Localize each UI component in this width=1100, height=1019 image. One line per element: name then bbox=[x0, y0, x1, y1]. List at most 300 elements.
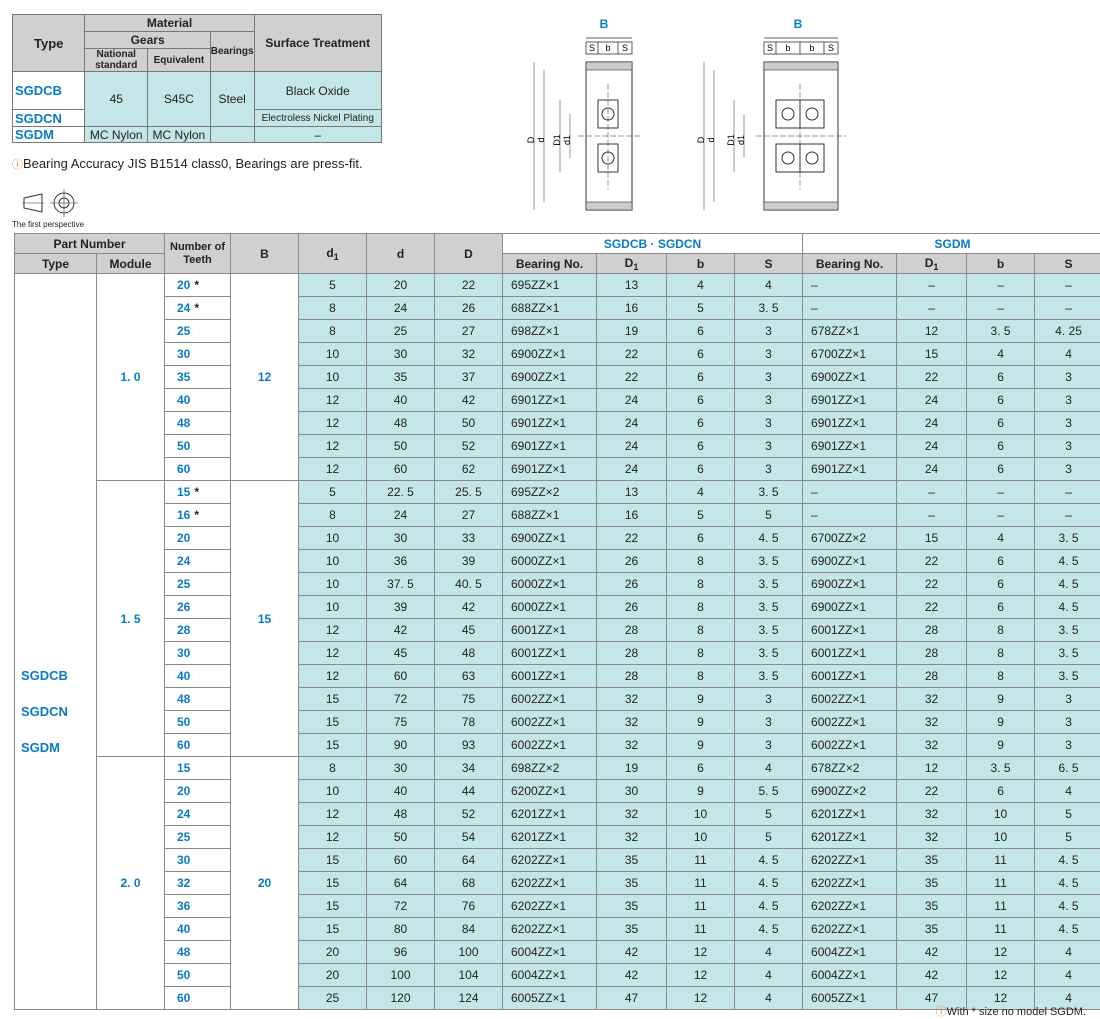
cell-S-1: 3. 5 bbox=[735, 665, 803, 688]
cell-S-1: 4 bbox=[735, 274, 803, 297]
cell-b-1: 8 bbox=[667, 573, 735, 596]
cell-S-2: 3. 5 bbox=[1035, 642, 1100, 665]
table-row bbox=[15, 412, 1100, 435]
no-sgdm-marker: * bbox=[194, 485, 200, 499]
cell-bearing-no-1: 6901ZZ×1 bbox=[503, 389, 597, 412]
cell-d1: 10 bbox=[299, 596, 367, 619]
header-D1-1: $D_1$ bbox=[597, 254, 667, 274]
cell-d1: 15 bbox=[299, 918, 367, 941]
table-row bbox=[15, 941, 1100, 964]
teeth-cell bbox=[165, 826, 231, 849]
cell-S-2: 3 bbox=[1035, 734, 1100, 757]
cell-bearing-no-2: 6700ZZ×2 bbox=[803, 527, 897, 550]
dim-d1: d1 bbox=[562, 134, 572, 146]
cell-D1-2: 28 bbox=[897, 619, 967, 642]
header-group-sgdm: SGDM bbox=[803, 234, 1100, 254]
cell-S-1: 3 bbox=[735, 711, 803, 734]
cell-D1-1: 16 bbox=[597, 504, 667, 527]
cell-D: 40. 5 bbox=[435, 573, 503, 596]
cell-d: 100 bbox=[367, 964, 435, 987]
cell-d1: 10 bbox=[299, 343, 367, 366]
cell-d: 72 bbox=[367, 688, 435, 711]
teeth-value: 48 bbox=[177, 945, 191, 959]
teeth-cell bbox=[165, 297, 231, 320]
teeth-cell bbox=[165, 343, 231, 366]
cell-b-2: – bbox=[967, 274, 1035, 297]
teeth-cell bbox=[165, 550, 231, 573]
cell-bearing-no-1: 695ZZ×1 bbox=[503, 274, 597, 297]
cell-D: 100 bbox=[435, 941, 503, 964]
cell-D1-1: 22 bbox=[597, 343, 667, 366]
header-S-2: S bbox=[1035, 254, 1100, 274]
teeth-value: 35 bbox=[177, 370, 191, 384]
cell-bearing-no-2: 6002ZZ×1 bbox=[803, 711, 897, 734]
cell-b-2: 8 bbox=[967, 665, 1035, 688]
cell-bearing-no-1: 6900ZZ×1 bbox=[503, 527, 597, 550]
cell-bearing-no-2: 6900ZZ×2 bbox=[803, 780, 897, 803]
header-B: B bbox=[231, 234, 299, 274]
cell-d: 39 bbox=[367, 596, 435, 619]
cell-b-1: 11 bbox=[667, 918, 735, 941]
table-row bbox=[15, 573, 1100, 596]
cell-d: 72 bbox=[367, 895, 435, 918]
dim-b: b bbox=[605, 43, 611, 53]
cell-D1-1: 26 bbox=[597, 550, 667, 573]
cell-b-2: 6 bbox=[967, 550, 1035, 573]
cell-S-1: 3. 5 bbox=[735, 596, 803, 619]
teeth-value: 40 bbox=[177, 669, 191, 683]
cell-D1-2: 42 bbox=[897, 941, 967, 964]
cell-D1-1: 47 bbox=[597, 987, 667, 1010]
header-d1: $d_1$ bbox=[299, 234, 367, 274]
cell-d: 60 bbox=[367, 665, 435, 688]
cell-bearing-no-2: 6901ZZ×1 bbox=[803, 389, 897, 412]
table-row bbox=[15, 642, 1100, 665]
cell-d1: 12 bbox=[299, 389, 367, 412]
material-col-gears: Gears bbox=[85, 32, 210, 49]
cell-D1-2: 32 bbox=[897, 734, 967, 757]
cell-bearing-no-1: 6202ZZ×1 bbox=[503, 895, 597, 918]
cell-b-1: 12 bbox=[667, 964, 735, 987]
cell-D1-1: 16 bbox=[597, 297, 667, 320]
header-b-2: b bbox=[967, 254, 1035, 274]
cell-b-2: 12 bbox=[967, 941, 1035, 964]
cell-S-1: 3 bbox=[735, 435, 803, 458]
cell-D1-2: 35 bbox=[897, 918, 967, 941]
cell-b-2: 8 bbox=[967, 642, 1035, 665]
cell-d1: 10 bbox=[299, 550, 367, 573]
teeth-cell bbox=[165, 780, 231, 803]
teeth-value: 48 bbox=[177, 692, 191, 706]
cell-b-1: 6 bbox=[667, 435, 735, 458]
cell-D1-1: 19 bbox=[597, 320, 667, 343]
cell-bearing-no-1: 6200ZZ×1 bbox=[503, 780, 597, 803]
cell-d: 42 bbox=[367, 619, 435, 642]
dim-d: d bbox=[536, 137, 546, 143]
header-module: Module bbox=[97, 254, 165, 274]
cell-S-2: 4 bbox=[1035, 987, 1100, 1010]
cell-d: 64 bbox=[367, 872, 435, 895]
cell-S-2: 4. 5 bbox=[1035, 596, 1100, 619]
cell-b-1: 9 bbox=[667, 780, 735, 803]
cell-bearing-no-1: 6000ZZ×1 bbox=[503, 573, 597, 596]
teeth-cell bbox=[165, 803, 231, 826]
table-row bbox=[15, 757, 1100, 780]
cell-D1-1: 35 bbox=[597, 872, 667, 895]
cell-D1-1: 30 bbox=[597, 780, 667, 803]
cell-b-2: 8 bbox=[967, 619, 1035, 642]
teeth-cell bbox=[165, 527, 231, 550]
cell-D1-1: 26 bbox=[597, 596, 667, 619]
cell-S-1: 3. 5 bbox=[735, 297, 803, 320]
teeth-value: 24 bbox=[177, 807, 191, 821]
dim-s-left: S bbox=[588, 43, 596, 53]
cell-d1: 12 bbox=[299, 826, 367, 849]
cell-S-1: 4 bbox=[735, 941, 803, 964]
material-equivalent-steel: S45C bbox=[148, 72, 211, 127]
table-row bbox=[15, 320, 1100, 343]
teeth-cell bbox=[165, 366, 231, 389]
teeth-value: 28 bbox=[177, 623, 191, 637]
material-national-nylon: MC Nylon bbox=[85, 127, 148, 143]
teeth-value: 24 bbox=[177, 554, 191, 568]
cell-D: 78 bbox=[435, 711, 503, 734]
header-type: Type bbox=[15, 254, 97, 274]
cell-b-1: 8 bbox=[667, 642, 735, 665]
cell-b-2: 6 bbox=[967, 780, 1035, 803]
cell-S-2: 3 bbox=[1035, 458, 1100, 481]
teeth-cell bbox=[165, 964, 231, 987]
cell-b-1: 10 bbox=[667, 826, 735, 849]
cell-b-1: 6 bbox=[667, 458, 735, 481]
material-type-sgdcb: SGDCB bbox=[13, 72, 85, 110]
cell-S-1: 3 bbox=[735, 734, 803, 757]
cell-bearing-no-2: 6201ZZ×1 bbox=[803, 826, 897, 849]
cell-bearing-no-2: 6900ZZ×1 bbox=[803, 573, 897, 596]
teeth-cell bbox=[165, 895, 231, 918]
cell-b-1: 8 bbox=[667, 550, 735, 573]
cell-bearing-no-1: 6004ZZ×1 bbox=[503, 964, 597, 987]
cell-D1-1: 22 bbox=[597, 366, 667, 389]
teeth-cell bbox=[165, 642, 231, 665]
cell-d: 37. 5 bbox=[367, 573, 435, 596]
cell-D: 34 bbox=[435, 757, 503, 780]
header-D: D bbox=[435, 234, 503, 274]
teeth-cell bbox=[165, 389, 231, 412]
no-sgdm-marker: * bbox=[194, 508, 200, 522]
teeth-value: 30 bbox=[177, 853, 191, 867]
cell-d1: 8 bbox=[299, 757, 367, 780]
info-circle-icon: ⓘ bbox=[12, 159, 23, 171]
header-S-1: S bbox=[735, 254, 803, 274]
table-row bbox=[15, 895, 1100, 918]
cell-D: 44 bbox=[435, 780, 503, 803]
type-cell bbox=[15, 274, 97, 1010]
cell-b-2: 6 bbox=[967, 366, 1035, 389]
cell-b-2: 11 bbox=[967, 849, 1035, 872]
header-group-sgdcb-sgdcn: SGDCB · SGDCN bbox=[503, 234, 803, 254]
cell-D1-1: 24 bbox=[597, 412, 667, 435]
material-bearings: Steel bbox=[210, 72, 254, 127]
cell-bearing-no-1: 6000ZZ×1 bbox=[503, 550, 597, 573]
dim-D1: D1 bbox=[552, 134, 562, 146]
cell-D1-1: 24 bbox=[597, 435, 667, 458]
cell-S-2: 3 bbox=[1035, 688, 1100, 711]
cell-S-1: 5 bbox=[735, 826, 803, 849]
material-col-bearings: Bearings bbox=[210, 32, 254, 72]
cell-bearing-no-1: 6202ZZ×1 bbox=[503, 849, 597, 872]
cell-b-2: 10 bbox=[967, 803, 1035, 826]
table-row bbox=[15, 366, 1100, 389]
header-teeth: Number of Teeth bbox=[165, 234, 231, 274]
dim2-D1: D1 bbox=[726, 134, 736, 146]
cell-D: 27 bbox=[435, 504, 503, 527]
cell-d: 35 bbox=[367, 366, 435, 389]
cell-b-2: 6 bbox=[967, 389, 1035, 412]
cell-bearing-no-2: 6901ZZ×1 bbox=[803, 458, 897, 481]
cell-D: 75 bbox=[435, 688, 503, 711]
cell-b-1: 11 bbox=[667, 849, 735, 872]
cell-bearing-no-1: 6202ZZ×1 bbox=[503, 918, 597, 941]
cell-bearing-no-1: 695ZZ×2 bbox=[503, 481, 597, 504]
material-table bbox=[12, 14, 382, 143]
cell-bearing-no-2: 6002ZZ×1 bbox=[803, 734, 897, 757]
cell-d1: 8 bbox=[299, 320, 367, 343]
cell-S-2: 4. 5 bbox=[1035, 550, 1100, 573]
teeth-cell bbox=[165, 596, 231, 619]
cell-S-1: 3 bbox=[735, 320, 803, 343]
cell-bearing-no-2: 6004ZZ×1 bbox=[803, 964, 897, 987]
footnote-text: With * size no model SGDM. bbox=[946, 1006, 1086, 1018]
cell-D: 63 bbox=[435, 665, 503, 688]
cell-d: 24 bbox=[367, 297, 435, 320]
teeth-cell bbox=[165, 711, 231, 734]
cell-d: 50 bbox=[367, 435, 435, 458]
type-label: SGDCB bbox=[21, 667, 68, 683]
cell-D1-1: 32 bbox=[597, 826, 667, 849]
header-b-1: b bbox=[667, 254, 735, 274]
cell-bearing-no-1: 6202ZZ×1 bbox=[503, 872, 597, 895]
drawing2-title-b: B bbox=[793, 17, 803, 31]
cell-S-2: 4. 5 bbox=[1035, 918, 1100, 941]
cell-d: 24 bbox=[367, 504, 435, 527]
teeth-value: 32 bbox=[177, 876, 191, 890]
cell-b-2: 10 bbox=[967, 826, 1035, 849]
cell-b-1: 6 bbox=[667, 412, 735, 435]
table-row bbox=[15, 918, 1100, 941]
table-row bbox=[15, 343, 1100, 366]
cell-S-1: 4. 5 bbox=[735, 849, 803, 872]
cell-d1: 12 bbox=[299, 412, 367, 435]
cell-D: 33 bbox=[435, 527, 503, 550]
table-row bbox=[15, 803, 1100, 826]
cell-D1-2: 32 bbox=[897, 688, 967, 711]
cell-bearing-no-2: 6001ZZ×1 bbox=[803, 665, 897, 688]
cell-bearing-no-2: 6202ZZ×1 bbox=[803, 895, 897, 918]
cell-d: 96 bbox=[367, 941, 435, 964]
cell-D1-2: 35 bbox=[897, 872, 967, 895]
cell-D1-2: 47 bbox=[897, 987, 967, 1010]
cell-d1: 10 bbox=[299, 366, 367, 389]
cell-D1-2: 15 bbox=[897, 343, 967, 366]
teeth-cell bbox=[165, 320, 231, 343]
cell-b-1: 4 bbox=[667, 481, 735, 504]
teeth-value: 50 bbox=[177, 968, 191, 982]
cell-b-2: – bbox=[967, 504, 1035, 527]
teeth-value: 36 bbox=[177, 899, 191, 913]
cell-d: 40 bbox=[367, 780, 435, 803]
cell-bearing-no-2: 6901ZZ×1 bbox=[803, 412, 897, 435]
table-row bbox=[15, 964, 1100, 987]
cell-S-2: 4 bbox=[1035, 343, 1100, 366]
cell-D: 45 bbox=[435, 619, 503, 642]
cell-D: 84 bbox=[435, 918, 503, 941]
cell-bearing-no-2: 678ZZ×1 bbox=[803, 320, 897, 343]
header-d: d bbox=[367, 234, 435, 274]
cell-bearing-no-1: 6001ZZ×1 bbox=[503, 619, 597, 642]
cell-b-2: 12 bbox=[967, 987, 1035, 1010]
cell-D: 52 bbox=[435, 435, 503, 458]
cell-d1: 5 bbox=[299, 481, 367, 504]
cell-bearing-no-2: 6004ZZ×1 bbox=[803, 941, 897, 964]
cell-D1-1: 35 bbox=[597, 895, 667, 918]
width-B-cell: 12 bbox=[231, 274, 299, 481]
cell-S-2: 4 bbox=[1035, 964, 1100, 987]
cell-D: 42 bbox=[435, 389, 503, 412]
cell-b-2: 6 bbox=[967, 412, 1035, 435]
cell-D: 42 bbox=[435, 596, 503, 619]
cell-d1: 20 bbox=[299, 941, 367, 964]
material-surface-sgdm: – bbox=[254, 127, 381, 143]
cell-d: 80 bbox=[367, 918, 435, 941]
cell-b-1: 9 bbox=[667, 711, 735, 734]
cell-b-2: – bbox=[967, 297, 1035, 320]
no-sgdm-marker: * bbox=[194, 301, 200, 315]
cell-d: 120 bbox=[367, 987, 435, 1010]
cell-bearing-no-2: – bbox=[803, 481, 897, 504]
cell-S-2: 4. 5 bbox=[1035, 895, 1100, 918]
cell-D: 68 bbox=[435, 872, 503, 895]
cell-D1-1: 28 bbox=[597, 619, 667, 642]
cell-D: 64 bbox=[435, 849, 503, 872]
width-B-cell: 20 bbox=[231, 757, 299, 1010]
cell-D: 27 bbox=[435, 320, 503, 343]
cell-D1-2: 28 bbox=[897, 665, 967, 688]
cell-D1-2: – bbox=[897, 274, 967, 297]
material-col-material: Material bbox=[85, 15, 254, 32]
cell-bearing-no-2: – bbox=[803, 297, 897, 320]
cell-D1-2: 35 bbox=[897, 895, 967, 918]
teeth-cell bbox=[165, 573, 231, 596]
cell-bearing-no-1: 6901ZZ×1 bbox=[503, 458, 597, 481]
cell-D1-1: 35 bbox=[597, 918, 667, 941]
cell-D1-2: 12 bbox=[897, 757, 967, 780]
module-cell: 1. 5 bbox=[97, 481, 165, 757]
dim2-d: d bbox=[706, 137, 716, 143]
cell-bearing-no-1: 6001ZZ×1 bbox=[503, 642, 597, 665]
cell-d: 30 bbox=[367, 527, 435, 550]
cell-S-2: 5 bbox=[1035, 826, 1100, 849]
cell-S-2: 4 bbox=[1035, 780, 1100, 803]
cell-D1-1: 19 bbox=[597, 757, 667, 780]
teeth-value: 30 bbox=[177, 646, 191, 660]
cell-b-2: 9 bbox=[967, 688, 1035, 711]
cell-bearing-no-1: 688ZZ×1 bbox=[503, 504, 597, 527]
cell-S-2: 4. 5 bbox=[1035, 849, 1100, 872]
cell-S-1: 5 bbox=[735, 504, 803, 527]
cell-b-1: 8 bbox=[667, 665, 735, 688]
table-row bbox=[15, 596, 1100, 619]
teeth-value: 20 bbox=[177, 784, 191, 798]
teeth-cell bbox=[165, 688, 231, 711]
teeth-cell bbox=[165, 504, 231, 527]
type-label: SGDCN bbox=[21, 703, 68, 719]
cell-S-2: 5 bbox=[1035, 803, 1100, 826]
cell-d1: 12 bbox=[299, 803, 367, 826]
cell-d: 40 bbox=[367, 389, 435, 412]
cell-bearing-no-1: 6900ZZ×1 bbox=[503, 366, 597, 389]
cell-d: 30 bbox=[367, 343, 435, 366]
material-surface-sgdcb: Black Oxide bbox=[254, 72, 381, 110]
cell-bearing-no-2: 6002ZZ×1 bbox=[803, 688, 897, 711]
cell-bearing-no-2: 6900ZZ×1 bbox=[803, 550, 897, 573]
dim2-s-left: S bbox=[766, 43, 774, 53]
cell-S-1: 4. 5 bbox=[735, 527, 803, 550]
cell-bearing-no-2: 6900ZZ×1 bbox=[803, 596, 897, 619]
cell-D1-1: 26 bbox=[597, 573, 667, 596]
header-bearing-no-2: Bearing No. bbox=[803, 254, 897, 274]
cell-D: 52 bbox=[435, 803, 503, 826]
cell-bearing-no-1: 6000ZZ×1 bbox=[503, 596, 597, 619]
table-row bbox=[15, 527, 1100, 550]
cell-d1: 12 bbox=[299, 435, 367, 458]
cell-D1-2: 32 bbox=[897, 826, 967, 849]
cell-D: 32 bbox=[435, 343, 503, 366]
cell-D: 22 bbox=[435, 274, 503, 297]
perspective-label: The first perspective bbox=[12, 220, 85, 229]
module-cell: 2. 0 bbox=[97, 757, 165, 1010]
cell-S-2: 3 bbox=[1035, 389, 1100, 412]
cell-S-1: 4. 5 bbox=[735, 872, 803, 895]
teeth-value: 50 bbox=[177, 715, 191, 729]
cell-D1-1: 32 bbox=[597, 688, 667, 711]
header-part-number: Part Number bbox=[15, 234, 165, 254]
teeth-cell bbox=[165, 619, 231, 642]
bearing-note-text: Bearing Accuracy JIS B1514 class0, Bearings are press-fit. bbox=[23, 156, 363, 171]
cell-b-2: 11 bbox=[967, 895, 1035, 918]
teeth-cell bbox=[165, 918, 231, 941]
gear-spec-table bbox=[14, 233, 1100, 1010]
cell-b-1: 6 bbox=[667, 320, 735, 343]
cell-D1-2: 22 bbox=[897, 550, 967, 573]
cell-D1-2: – bbox=[897, 297, 967, 320]
cell-D1-1: 32 bbox=[597, 734, 667, 757]
cell-D1-2: – bbox=[897, 504, 967, 527]
cell-b-1: 6 bbox=[667, 757, 735, 780]
cell-D1-1: 28 bbox=[597, 665, 667, 688]
cell-D1-1: 24 bbox=[597, 458, 667, 481]
cell-D1-1: 32 bbox=[597, 803, 667, 826]
cell-b-2: 6 bbox=[967, 458, 1035, 481]
cell-d1: 8 bbox=[299, 297, 367, 320]
dim2-D: D bbox=[696, 136, 706, 144]
cell-bearing-no-2: 6202ZZ×1 bbox=[803, 849, 897, 872]
cell-b-1: 11 bbox=[667, 895, 735, 918]
cell-bearing-no-2: 6901ZZ×1 bbox=[803, 435, 897, 458]
cell-bearing-no-1: 6001ZZ×1 bbox=[503, 665, 597, 688]
cell-b-2: 4 bbox=[967, 527, 1035, 550]
cell-S-2: 4. 5 bbox=[1035, 872, 1100, 895]
